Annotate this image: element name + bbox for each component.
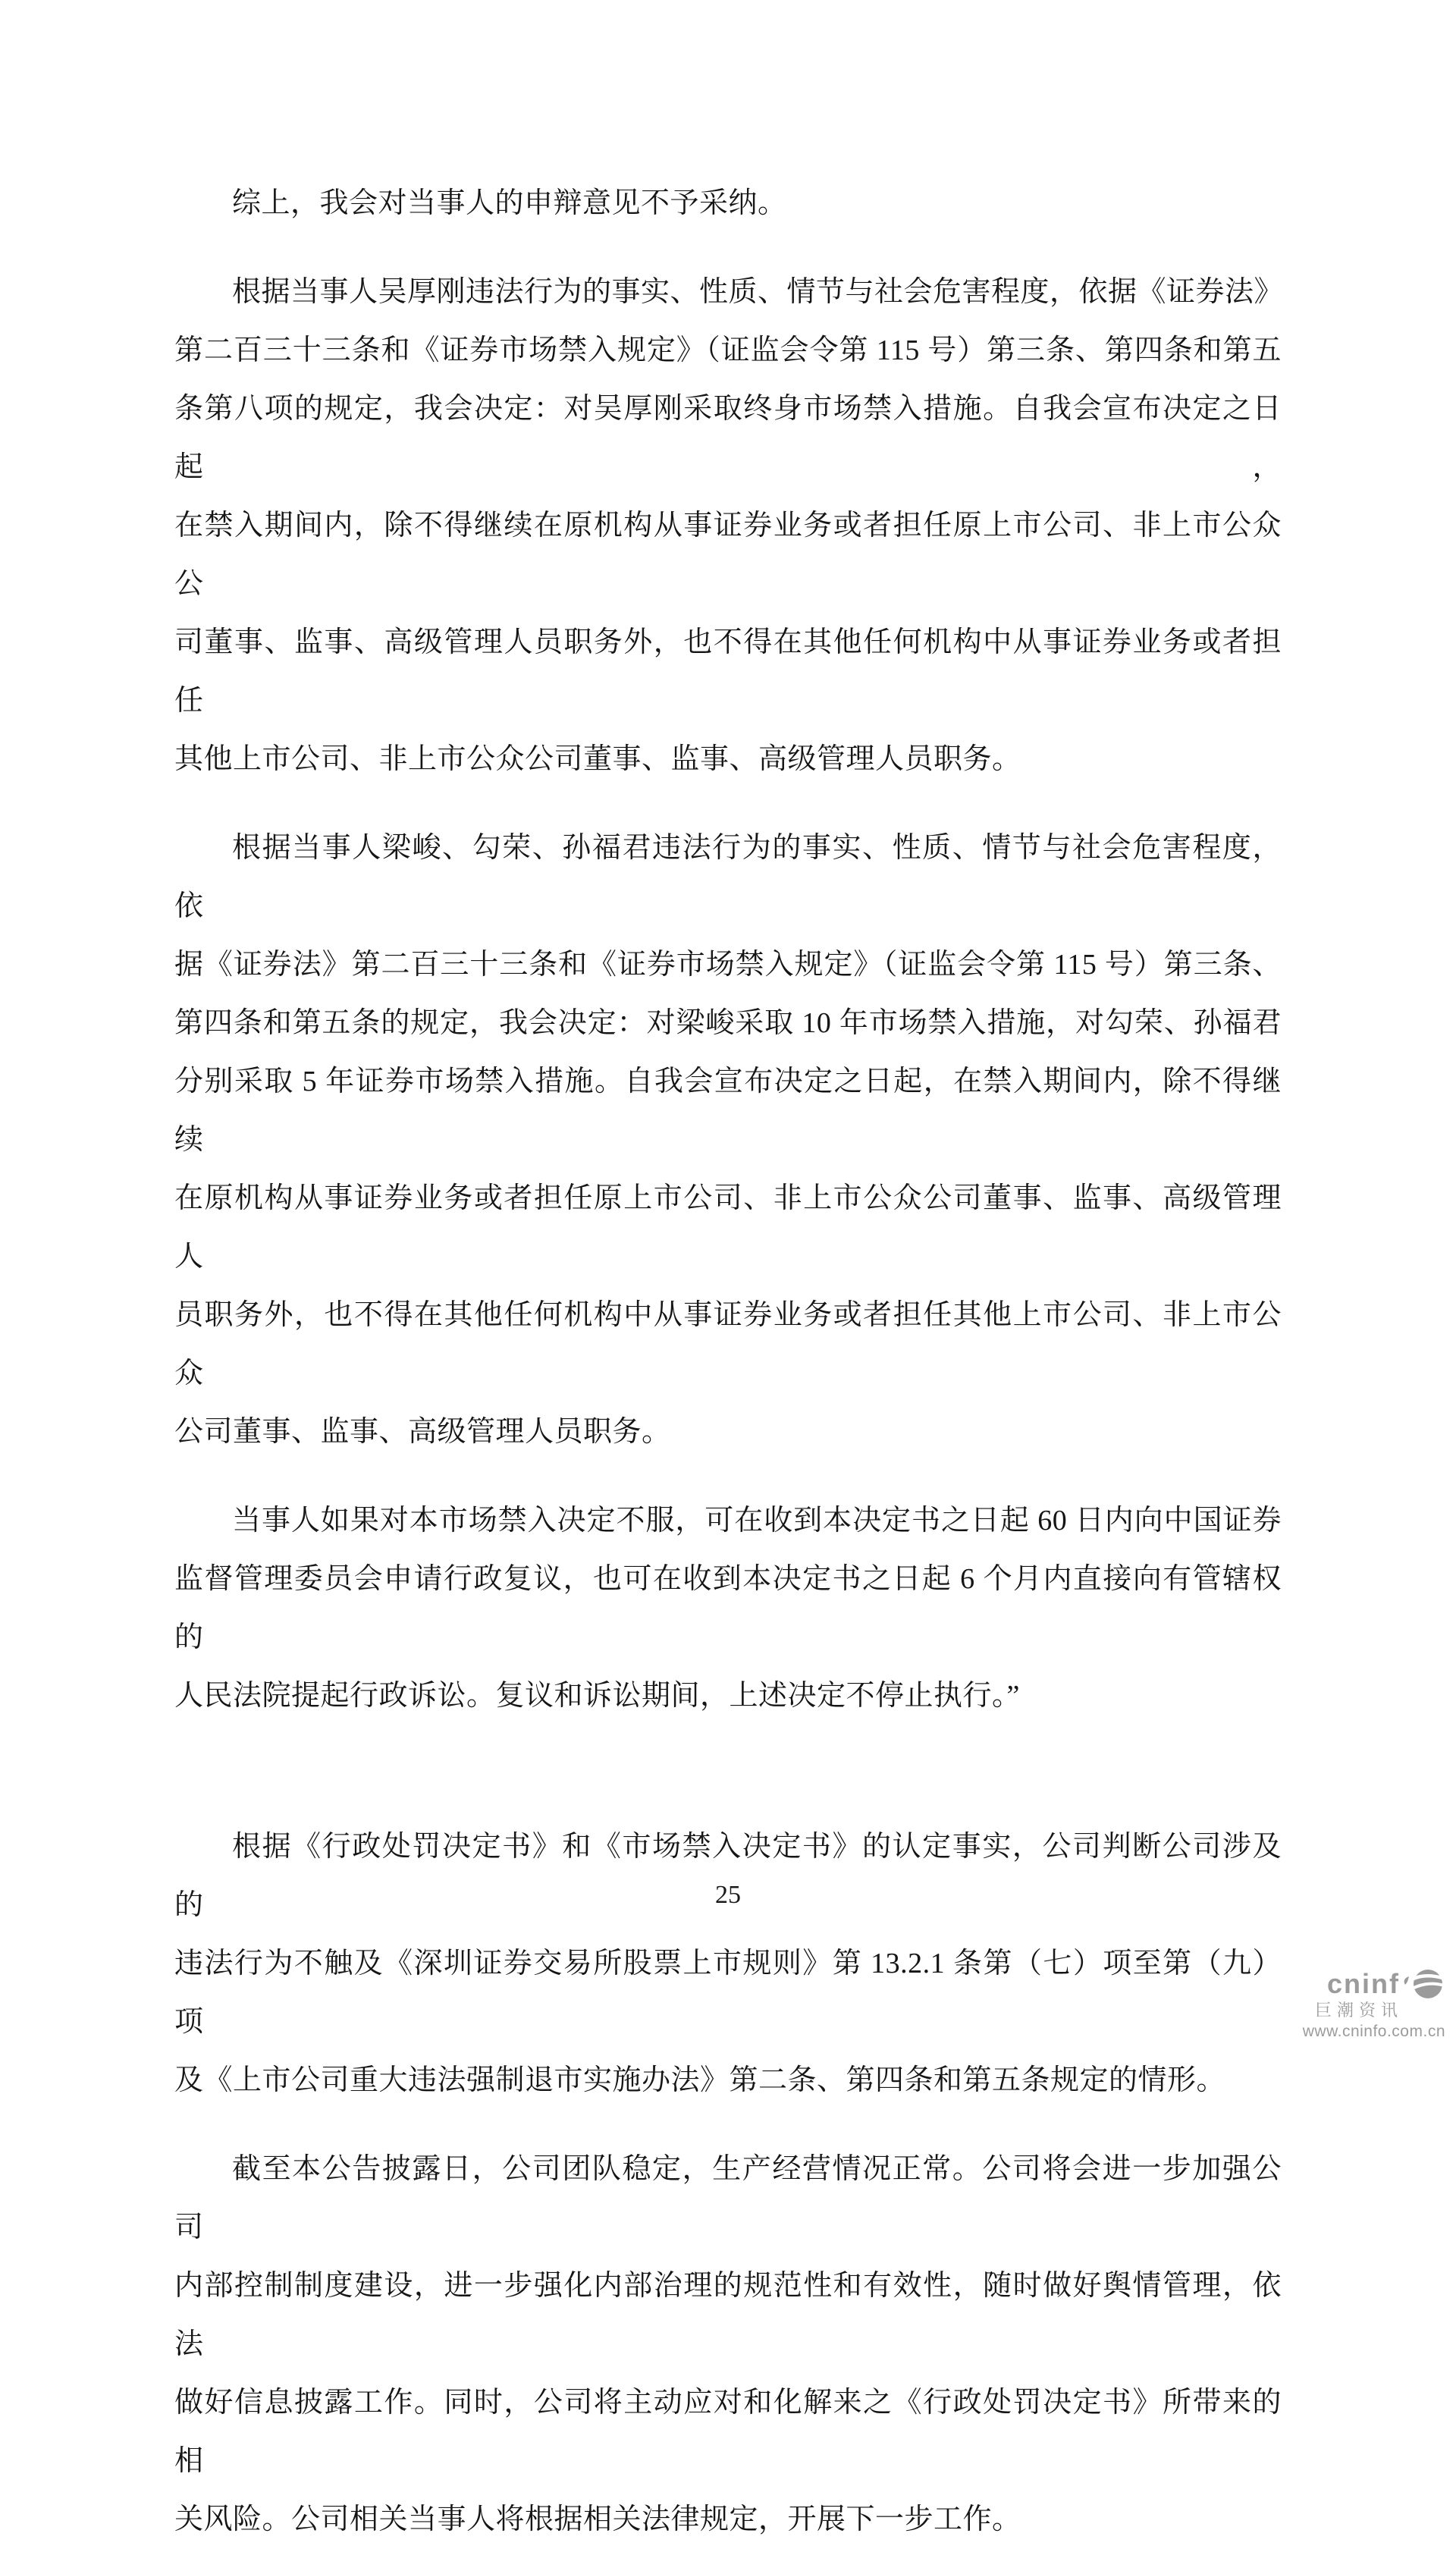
- text-line: 做好信息披露工作。同时，公司将主动应对和化解来之《行政处罚决定书》所带来的相: [174, 2387, 1282, 2477]
- text-line: 根据《行政处罚决定书》和《市场禁入决定书》的认定事实，公司判断公司涉及的: [174, 1831, 1282, 1921]
- text-line: 其他上市公司、非上市公众公司董事、监事、高级管理人员职务。: [174, 743, 1021, 775]
- text-line: 人民法院提起行政诉讼。复议和诉讼期间，上述决定不停止执行。”: [174, 1680, 1020, 1712]
- text-line: 内部控制制度建设，进一步强化内部治理的规范性和有效性，随时做好舆情管理，依法: [174, 2270, 1282, 2360]
- paragraph: [174, 2140, 1282, 2549]
- text-line: 员职务外，也不得在其他任何机构中从事证券业务或者担任其他上市公司、非上市公众: [174, 1299, 1282, 1389]
- cninfo-url: www.cninfo.com.cn: [1302, 2023, 1445, 2040]
- text-line: 第四条和第五条的规定，我会决定：对梁峻采取 10 年市场禁入措施，对勾荣、孙福君: [174, 1007, 1282, 1039]
- text-line: 第二百三十三条和《证券市场禁入规定》（证监会令第 115 号）第三条、第四条和第五: [174, 334, 1282, 366]
- text-line: 条第八项的规定，我会决定：对吴厚刚采取终身市场禁入措施。自我会宣布决定之日起，: [174, 393, 1282, 483]
- paragraph: [174, 1492, 1282, 1725]
- text-line: 监督管理委员会申请行政复议，也可在收到本决定书之日起 6 个月内直接向有管辖权的: [174, 1563, 1282, 1653]
- text-line: 违法行为不触及《深圳证券交易所股票上市规则》第 13.2.1 条第（七）项至第（九）项: [174, 1948, 1282, 2038]
- text-line: 关风险。公司相关当事人将根据相关法律规定，开展下一步工作。: [174, 2503, 1021, 2535]
- globe-swirl-icon: [1403, 1969, 1445, 1999]
- text-line: 截至本公告披露日，公司团队稳定，生产经营情况正常。公司将会进一步加强公司: [174, 2153, 1282, 2243]
- text-line: 在原机构从事证券业务或者担任原上市公司、非上市公众公司董事、监事、高级管理人: [174, 1182, 1282, 1273]
- text-line: 在禁入期间内，除不得继续在原机构从事证券业务或者担任原上市公司、非上市公众公: [174, 510, 1282, 600]
- cninfo-brand-chinese: 巨潮资讯: [1314, 2001, 1403, 2020]
- document-body: [174, 174, 1282, 2549]
- paragraph: [174, 263, 1282, 789]
- text-line: 及《上市公司重大违法强制退市实施办法》第二条、第四条和第五条规定的情形。: [174, 2064, 1226, 2096]
- cninfo-logo: [1303, 1969, 1445, 2039]
- text-line: 司董事、监事、高级管理人员职务外，也不得在其他任何机构中从事证券业务或者担任: [174, 626, 1282, 717]
- text-line: 根据当事人梁峻、勾荣、孙福君违法行为的事实、性质、情节与社会危害程度，依: [174, 832, 1282, 922]
- text-line: 综上，我会对当事人的申辩意见不予采纳。: [232, 187, 787, 219]
- text-line: 当事人如果对本市场禁入决定不服，可在收到本决定书之日起 60 日内向中国证券: [232, 1505, 1282, 1537]
- text-line: 据《证券法》第二百三十三条和《证券市场禁入规定》（证监会令第 115 号）第三条、: [174, 949, 1282, 981]
- text-line: 分别采取 5 年证券市场禁入措施。自我会宣布决定之日起，在禁入期间内，除不得继续: [174, 1066, 1282, 1156]
- cninfo-brand-text: cninf: [1327, 1968, 1400, 1999]
- paragraph: [174, 1818, 1282, 2110]
- cninfo-logo-row: [1303, 1969, 1445, 1999]
- page-number: 25: [715, 1881, 741, 1909]
- paragraph: [174, 819, 1282, 1461]
- text-line: 根据当事人吴厚刚违法行为的事实、性质、情节与社会危害程度，依据《证券法》: [232, 276, 1284, 308]
- paragraph: [174, 174, 1282, 233]
- text-line: 公司董事、监事、高级管理人员职务。: [174, 1416, 671, 1448]
